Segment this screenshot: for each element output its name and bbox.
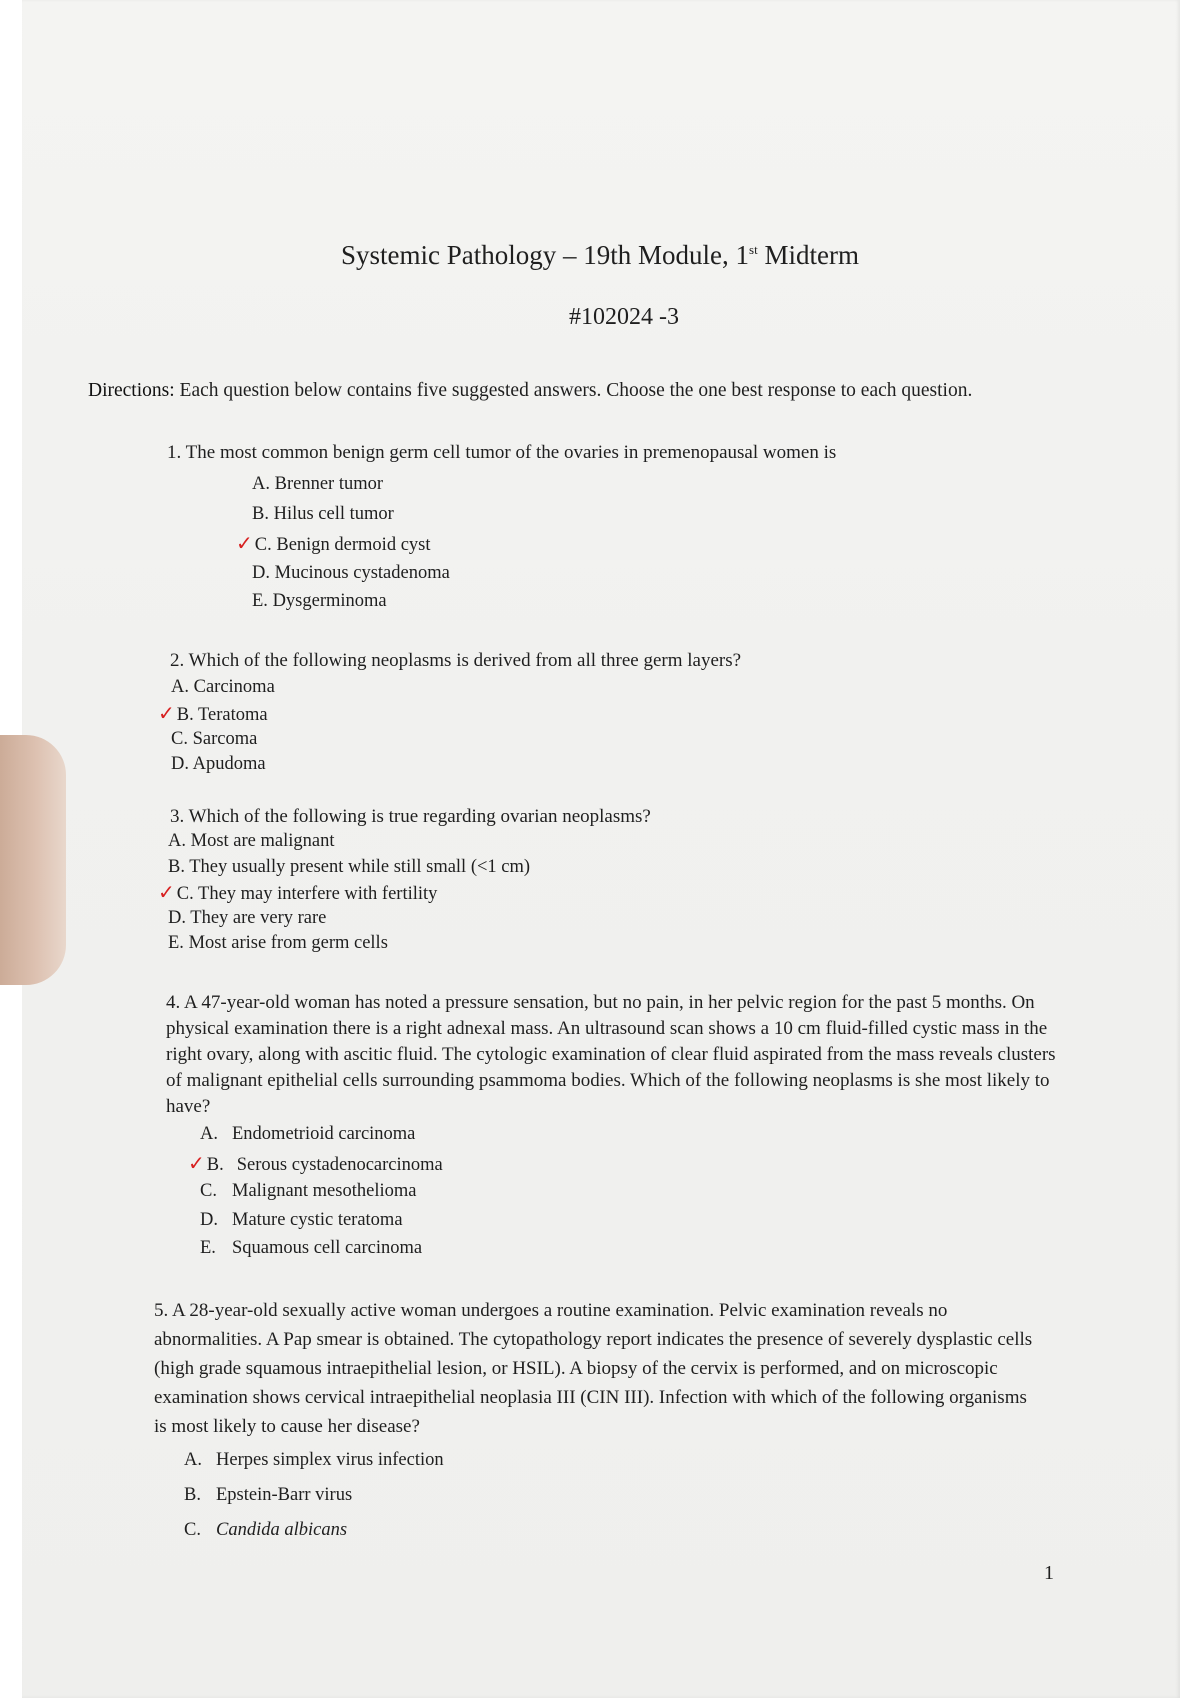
- question-2-stem: 2. Which of the following neoplasms is derived from all three germ layers?: [170, 650, 742, 671]
- question-4-option-c[interactable]: C. Malignant mesothelioma: [200, 1181, 417, 1201]
- question-3-option-d[interactable]: D. They are very rare: [168, 908, 327, 928]
- question-2-option-a[interactable]: A. Carcinoma: [171, 677, 275, 697]
- question-4-option-e[interactable]: E. Squamous cell carcinoma: [200, 1238, 423, 1258]
- question-3-stem: 3. Which of the following is true regarding ovarian neoplasms?: [170, 806, 651, 827]
- question-4-option-a[interactable]: A. Endometrioid carcinoma: [200, 1124, 416, 1144]
- question-5-stem: 5. A 28-year-old sexually active woman undergoes a routine examination. Pelvic examination reveals no abnormalities. A Pap smear is obtained. The cytopathology report indicates the presence of severely dysplastic cells (high grade squamous intraepithelial lesion, or HSIL). A biopsy of the cervix is performed, and on microscopic examination shows cervical intraepithelial neoplasia III (CIN III). Infection with which of the following organisms is most likely to cause her disease?: [154, 1300, 1033, 1437]
- answer-checkmark-icon: ✓: [158, 701, 175, 725]
- question-4-option-d[interactable]: D. Mature cystic teratoma: [200, 1210, 403, 1230]
- exam-title: Systemic Pathology – 19th Module, 1st Midterm: [341, 240, 859, 270]
- question-5-option-a[interactable]: A. Herpes simplex virus infection: [184, 1450, 444, 1470]
- directions-text: Each question below contains five suggested answers. Choose the one best response to each question.: [174, 380, 973, 401]
- question-4-option-b[interactable]: ✓ B. Serous cystadenocarcinoma: [188, 1151, 443, 1175]
- answer-checkmark-icon: ✓: [158, 880, 175, 904]
- question-3-option-e[interactable]: E. Most arise from germ cells: [168, 933, 388, 953]
- title-superscript: st: [749, 242, 758, 257]
- question-1-option-a[interactable]: A. Brenner tumor: [252, 474, 384, 494]
- directions: [88, 380, 972, 402]
- question-3-option-b[interactable]: B. They usually present while still small (<1 cm): [168, 857, 531, 877]
- directions-label: Directions:: [88, 380, 175, 401]
- question-2-option-c[interactable]: C. Sarcoma: [171, 729, 258, 749]
- answer-checkmark-icon: ✓: [236, 531, 253, 555]
- question-1-option-e[interactable]: E. Dysgerminoma: [252, 591, 387, 611]
- question-1-stem: 1. The most common benign germ cell tumor of the ovaries in premenopausal women is: [167, 442, 837, 463]
- finger-shadow: [0, 735, 66, 985]
- page-number: 1: [1044, 1562, 1054, 1584]
- question-1-option-c[interactable]: ✓ C. Benign dermoid cyst: [236, 531, 431, 555]
- question-5-option-b[interactable]: B. Epstein-Barr virus: [184, 1485, 353, 1505]
- question-2-option-b[interactable]: ✓ B. Teratoma: [158, 701, 268, 725]
- question-3-option-c[interactable]: ✓ C. They may interfere with fertility: [158, 880, 438, 904]
- question-3-option-a[interactable]: A. Most are malignant: [168, 831, 335, 851]
- question-5-option-c[interactable]: C. Candida albicans: [184, 1520, 348, 1540]
- question-2-option-d[interactable]: D. Apudoma: [171, 754, 266, 774]
- question-1-option-b[interactable]: B. Hilus cell tumor: [252, 504, 394, 524]
- question-4-stem: 4. A 47-year-old woman has noted a pressure sensation, but no pain, in her pelvic region for the past 5 months. On physical examination there is a right adnexal mass. An ultrasound scan shows a 10 cm fluid-filled cystic mass in the right ovary, along with ascitic fluid. The cytologic examination of clear fluid aspirated from the mass reveals clusters of malignant epithelial cells surrounding psammoma bodies. Which of the following neoplasms is she most likely to have?: [166, 992, 1056, 1117]
- answer-checkmark-icon: ✓: [188, 1151, 205, 1175]
- question-1-option-d[interactable]: D. Mucinous cystadenoma: [252, 563, 450, 583]
- exam-code: #102024 -3: [569, 304, 679, 330]
